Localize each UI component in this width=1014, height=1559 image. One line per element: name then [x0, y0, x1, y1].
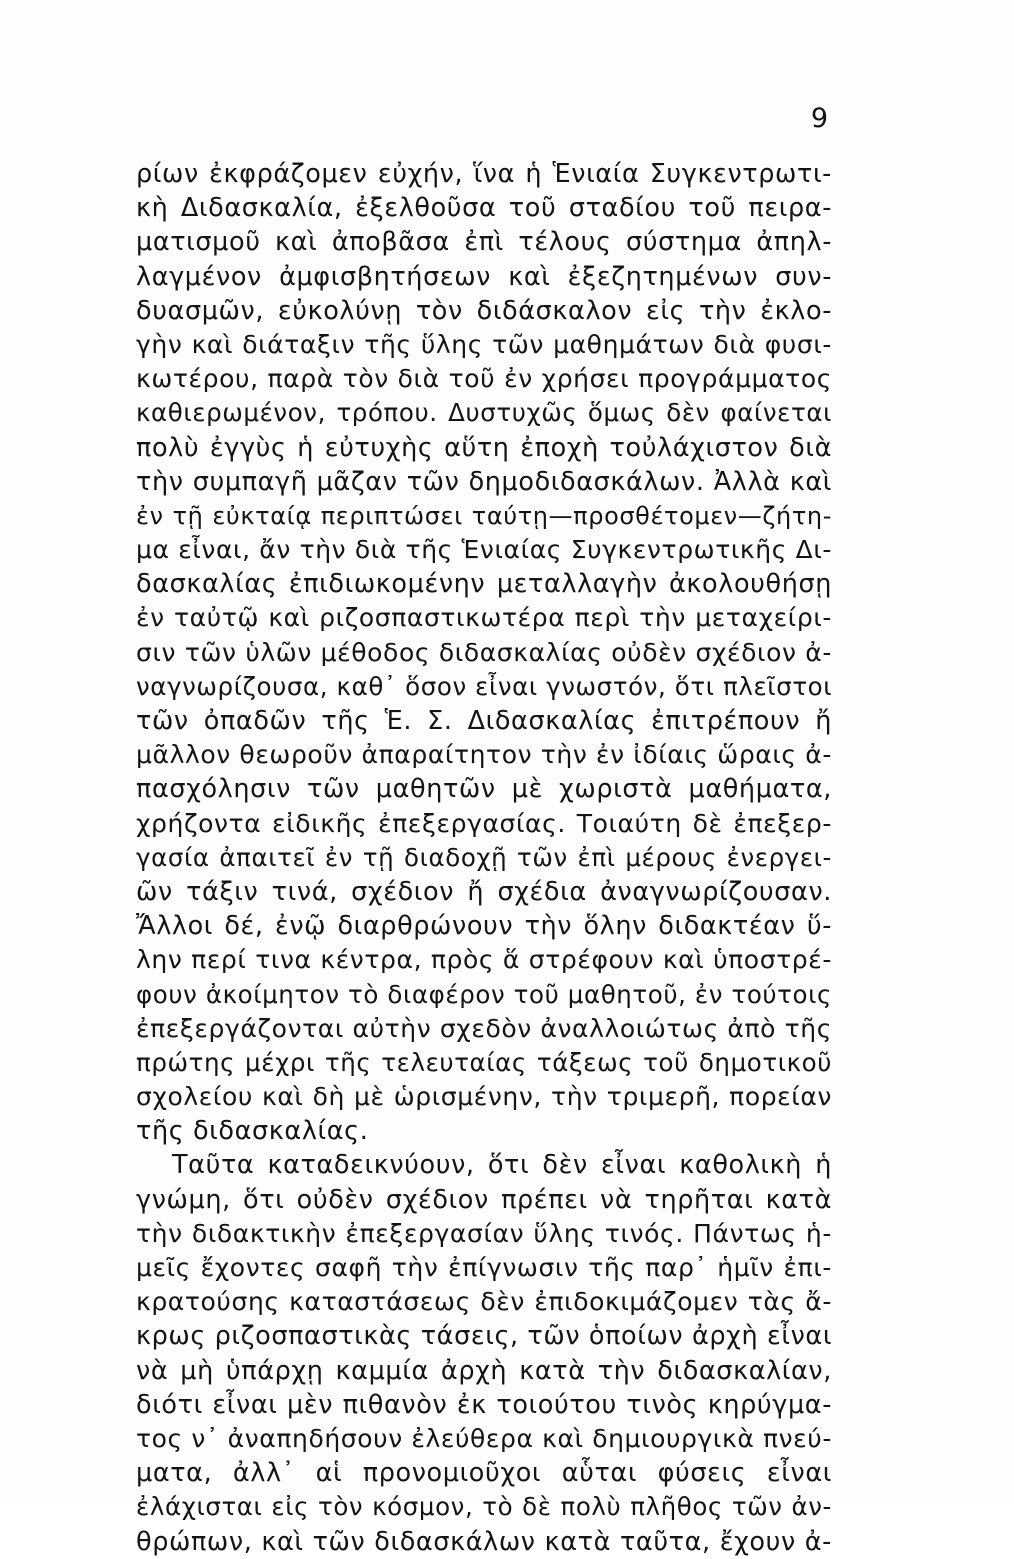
text-line: ἐλάχισται εἰς τὸν κόσμον, τὸ δὲ πολὺ πλῆθος τῶν ἀν- [136, 1492, 832, 1522]
text-line: δυασμῶν, εὐκολύνῃ τὸν διδάσκαλον εἰς τὴν ἐκλο- [136, 295, 832, 326]
text-line: μα εἶναι, ἄν τὴν διὰ τῆς Ἑνιαίας Συγκεντρωτικῆς Δι- [136, 535, 832, 565]
text-line: χρήζοντα εἰδικῆς ἐπεξεργασίας. Τοιαύτη δὲ ἐπεξερ- [136, 808, 832, 838]
text-line: ἐπεξεργάζονται αὐτὴν σχεδὸν ἀναλλοιώτως ἀπὸ τῆς [136, 1013, 832, 1043]
text-line: πρώτης μέχρι τῆς τελευταίας τάξεως τοῦ δημοτικοῦ [136, 1047, 832, 1077]
text-line: γνώμη, ὅτι οὐδὲν σχέδιον πρέπει νὰ τηρῆται κατὰ [136, 1184, 832, 1215]
text-line: ρίων ἐκφράζομεν εὐχήν, ἵνα ἡ Ἑνιαία Συγκεντρωτι- [136, 159, 832, 189]
text-line: διότι εἶναι μὲν πιθανὸν ἐκ τοιούτου τινὸς κηρύγμα- [136, 1389, 832, 1420]
text-line: λαγμένον ἀμφισβητήσεων καὶ ἐξεζητημένων συν- [136, 261, 832, 292]
text-line: σχολείου καὶ δὴ μὲ ὡρισμένην, τὴν τριμερῆ, πορείαν [136, 1082, 832, 1112]
text-line: ματα, ἀλλ᾽ αἱ προνομιοῦχοι αὗται φύσεις εἶναι [136, 1458, 832, 1489]
text-line: σιν τῶν ὑλῶν μέθοδος διδασκαλίας οὐδὲν σχέδιον ἀ- [136, 637, 832, 667]
text-line: λην περί τινα κέντρα, πρὸς ἅ στρέφουν καὶ ὑποστρέ- [136, 945, 832, 975]
text-line: γασία ἀπαιτεῖ ἐν τῇ διαδοχῇ τῶν ἐπὶ μέρους ἐνεργει- [136, 842, 832, 872]
page-number: 9 [810, 103, 828, 134]
text-line: ματισμοῦ καὶ ἀποβᾶσα ἐπὶ τέλους σύστημα ἀπηλ- [136, 227, 832, 258]
text-line: κρατούσης καταστάσεως δὲν ἐπιδοκιμάζομεν τὰς ἄ- [136, 1287, 832, 1317]
text-line: νὰ μὴ ὑπάρχῃ καμμία ἀρχὴ κατὰ τὴν διδασκαλίαν, [136, 1355, 832, 1386]
paragraph-start-line: Ταῦτα καταδεικνύουν, ὅτι δὲν εἶναι καθολικὴ ἡ [172, 1150, 832, 1181]
text-line: καθιερωμένον, τρόπου. Δυστυχῶς ὅμως δὲν φαίνεται [136, 398, 832, 428]
text-line: πολὺ ἐγγὺς ἡ εὐτυχὴς αὕτη ἐποχὴ τοὐλάχιστον διὰ [136, 432, 832, 463]
text-line: θρώπων, καὶ τῶν διδασκάλων κατὰ ταῦτα, ἔχουν ἀ- [136, 1526, 832, 1557]
paragraph-end-line: τῆς διδασκαλίας. [136, 1116, 369, 1147]
text-line: ἐν τῇ εὐκταίᾳ περιπτώσει ταύτῃ—προσθέτομεν—ζήτη- [136, 501, 832, 530]
body-text [136, 157, 832, 1559]
text-line: μεῖς ἔχοντες σαφῆ τὴν ἐπίγνωσιν τῆς παρ᾽ ἡμῖν ἐπι- [136, 1253, 832, 1282]
text-line: τῶν ὀπαδῶν τῆς Ἑ. Σ. Διδασκαλίας ἐπιτρέπουν ἤ [136, 706, 832, 736]
text-line: πασχόλησιν τῶν μαθητῶν μὲ χωριστὰ μαθήματα, [136, 774, 832, 805]
text-line: κὴ Διδασκαλία, ἐξελθοῦσα τοῦ σταδίου τοῦ πειρα- [136, 193, 832, 224]
text-line: ῶν τάξιν τινά, σχέδιον ἤ σχέδια ἀναγνωρίζουσαν. [136, 876, 832, 907]
text-line: μᾶλλον θεωροῦν ἀπαραίτητον τὴν ἐν ἰδίαις ὥραις ἀ- [136, 740, 832, 770]
text-line: γὴν καὶ διάταξιν τῆς ὕλης τῶν μαθημάτων διὰ φυσι- [136, 329, 832, 359]
text-line: δασκαλίας ἐπιδιωκομένην μεταλλαγὴν ἀκολουθήσῃ [136, 569, 832, 600]
text-line: τὴν διδακτικὴν ἐπεξεργασίαν ὕλης τινός. Πάντως ἡ- [136, 1218, 832, 1248]
text-line: κωτέρου, παρὰ τὸν διὰ τοῦ ἐν χρήσει προγράμματος [136, 364, 832, 394]
text-line: τος ν᾽ ἀναπηδήσουν ἐλεύθερα καὶ δημιουργικὰ πνεύ- [136, 1423, 832, 1453]
text-line: φουν ἀκοίμητον τὸ διαφέρον τοῦ μαθητοῦ, ἐν τούτοις [136, 979, 832, 1009]
text-line: κρως ριζοσπαστικὰς τάσεις, τῶν ὁποίων ἀρχὴ εἶναι [136, 1321, 833, 1352]
text-line: ἐν ταὐτῷ καὶ ριζοσπαστικωτέρα περὶ τὴν μεταχείρι- [136, 603, 832, 633]
text-line: ναγνωρίζουσα, καθ᾽ ὅσον εἶναι γνωστόν, ὅτι πλεῖστοι [136, 671, 833, 701]
text-line: τὴν συμπαγῆ μᾶζαν τῶν δημοδιδασκάλων. Ἀλλὰ καὶ [136, 466, 832, 497]
text-line: Ἄλλοι δέ, ἐνῷ διαρθρώνουν τὴν ὅλην διδακτέαν ὕ- [136, 911, 832, 942]
